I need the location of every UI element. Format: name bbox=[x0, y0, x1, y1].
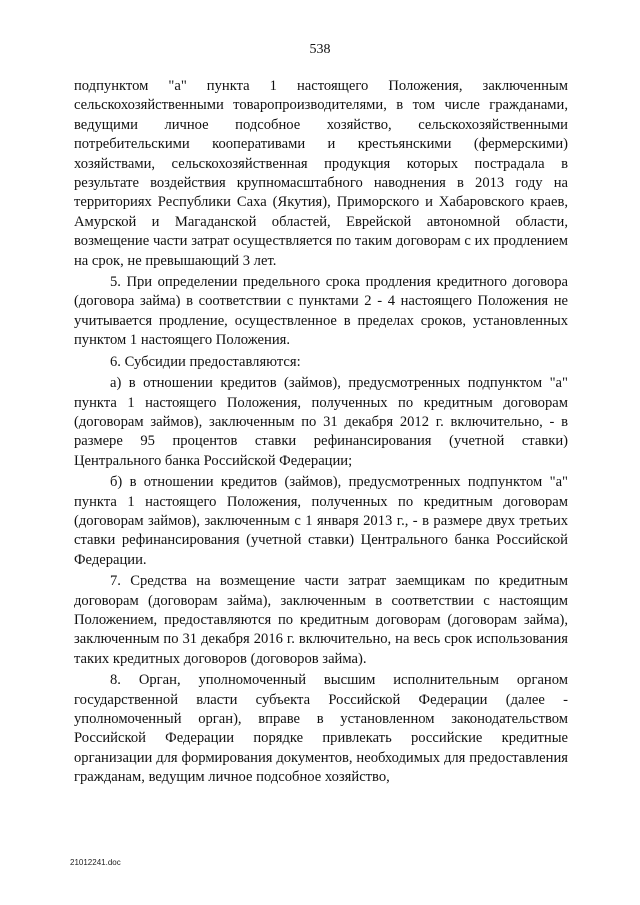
page-number: 538 bbox=[309, 42, 331, 57]
paragraph-item-7: 7. Средства на возмещение части затрат заемщикам по кредитным договорам (договорам займа), заключенным в соответствии с настоящим Положением, предоставляются по кредитным договорам (договорам займа), заключенным по 31 декабря 2016 г. включительно, на весь срок использования таких кредитных договоров (договоров займа). bbox=[74, 573, 568, 667]
paragraph-item-8: 8. Орган, уполномоченный высшим исполнительным органом государственной власти субъекта Российской Федерации (далее - уполномоченный орган), вправе в установленном законодательством Российской Федерации порядке привлекать российские кредитные организации для формирования документов, необходимых для предоставления гражданам, ведущим личное подсобное хозяйство, bbox=[74, 672, 568, 786]
paragraph-item-5: 5. При определении предельного срока продления кредитного договора (договора займа) в соответствии с пунктами 2 - 4 настоящего Положения не учитывается продление, осуществленное в пределах сроков, установленных пунктом 1 настоящего Положения. bbox=[74, 274, 568, 349]
paragraph-item-6: 6. Субсидии предоставляются: bbox=[110, 353, 301, 370]
footer-filename: 21012241.doc bbox=[70, 858, 121, 867]
paragraph-item-6b: б) в отношении кредитов (займов), предусмотренных подпунктом "а" пункта 1 настоящего Положения, полученных по кредитным договорам (договорам займов), заключенным с 1 января 2013 г., - в размере двух третьих ставки рефинансирования (учетной ставки) Центрального банка Российской Федерации. bbox=[74, 474, 568, 568]
paragraph-continuation: подпунктом "а" пункта 1 настоящего Положения, заключенным сельскохозяйственными товаропроизводителями, в том числе гражданами, ведущими личное подсобное хозяйство, сельскохозяйственными потребительскими кооперативами и крестьянскими (фермерскими) хозяйствами, сельскохозяйственная продукция которых пострадала в результате воздействия крупномасштабного наводнения в 2013 году на территориях Республики Саха (Якутия), Приморского и Хабаровского краев, Амурской и Магаданской областей, Еврейской автономной области, возмещение части затрат осуществляется по таким договорам с их продлением на срок, не превышающий 3 лет. bbox=[74, 78, 568, 269]
document-body bbox=[74, 77, 568, 790]
paragraph-item-6a: а) в отношении кредитов (займов), предусмотренных подпунктом "а" пункта 1 настоящего Положения, полученных по кредитным договорам (договорам займов), заключенным по 31 декабря 2012 г. включительно, - в размере 95 процентов ставки рефинансирования (учетной ставки) Центрального банка Российской Федерации; bbox=[74, 375, 568, 469]
